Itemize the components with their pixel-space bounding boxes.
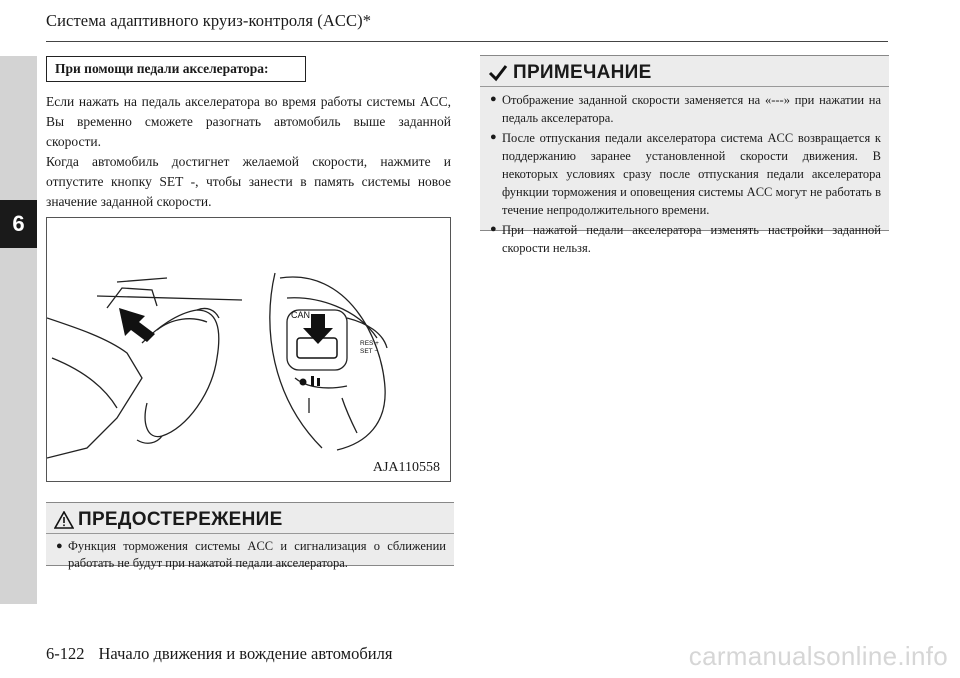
distance-icon [300,376,321,386]
bullet-icon: ● [490,93,497,105]
body-paragraph-2: Когда автомобиль достигнет желаемой скорости, нажмите и отпустите кнопку SET -, чтобы занести в память системы новое значение заданной скорости. [46,154,451,209]
note-item-text: После отпускания педали акселератора система ACC возвращается к поддержанию заранее установленной скорости движения. В некоторых условиях сразу после отпускания педали акселератора функции торможения и оповещения системы ACC могут не работать в течение непродолжительного времени. [502,131,881,217]
body-text [46,92,451,212]
note-item [490,221,881,257]
bullet-icon: ● [490,131,497,143]
res-label: RES + [360,340,379,347]
accelerator-pedal-drawing [47,278,242,458]
press-arrow-left [119,308,155,342]
page-header-title: Система адаптивного круиз-контроля (ACC)* [46,11,372,30]
chapter-number-tab: 6 [0,200,37,248]
illustration-figure [46,217,451,482]
header-rule [46,41,888,42]
note-header [480,56,889,87]
page-footer [46,644,392,664]
warning-item [56,538,446,572]
note-item-text: Отображение заданной скорости заменяется на «---» при нажатии на педаль акселератора. [502,93,881,125]
note-item-text: При нажатой педали акселератора изменять настройки заданной скорости нельзя. [502,223,881,255]
warning-list [46,534,454,572]
chapter-side-tab [0,56,37,604]
bullet-icon: ● [56,540,63,552]
watermark-text: carmanualsonline.info [688,641,948,671]
body-paragraph-1: Если нажать на педаль акселератора во время работы системы ACC, Вы временно сможете разогнать автомобиль выше заданной скорости. [46,94,451,149]
set-label: SET − [360,348,379,355]
note-box [480,55,889,255]
warning-box [46,502,454,570]
steering-wheel-drawing [270,273,387,450]
warning-item-text: Функция торможения системы ACC и сигнализация о сближении работать не будут при нажатой педали акселератора. [68,539,446,570]
figure-code: AJA110558 [372,460,440,475]
footer-section-title: Начало движения и вождение автомобиля [98,644,393,663]
pedal-and-steering-illustration [47,218,451,482]
page-number: 6-122 [46,644,85,663]
warning-header [46,503,454,534]
checkmark-icon [488,64,508,82]
note-title: ПРИМЕЧАНИЕ [513,62,652,83]
note-item [490,91,881,127]
section-label-box: При помощи педали акселератора: [46,56,306,82]
bullet-icon: ● [490,223,497,235]
note-list [480,87,889,257]
cancel-button-label: CAN [291,310,311,320]
note-item [490,129,881,219]
warning-triangle-icon [54,511,74,529]
warning-title: ПРЕДОСТЕРЕЖЕНИЕ [78,509,283,530]
